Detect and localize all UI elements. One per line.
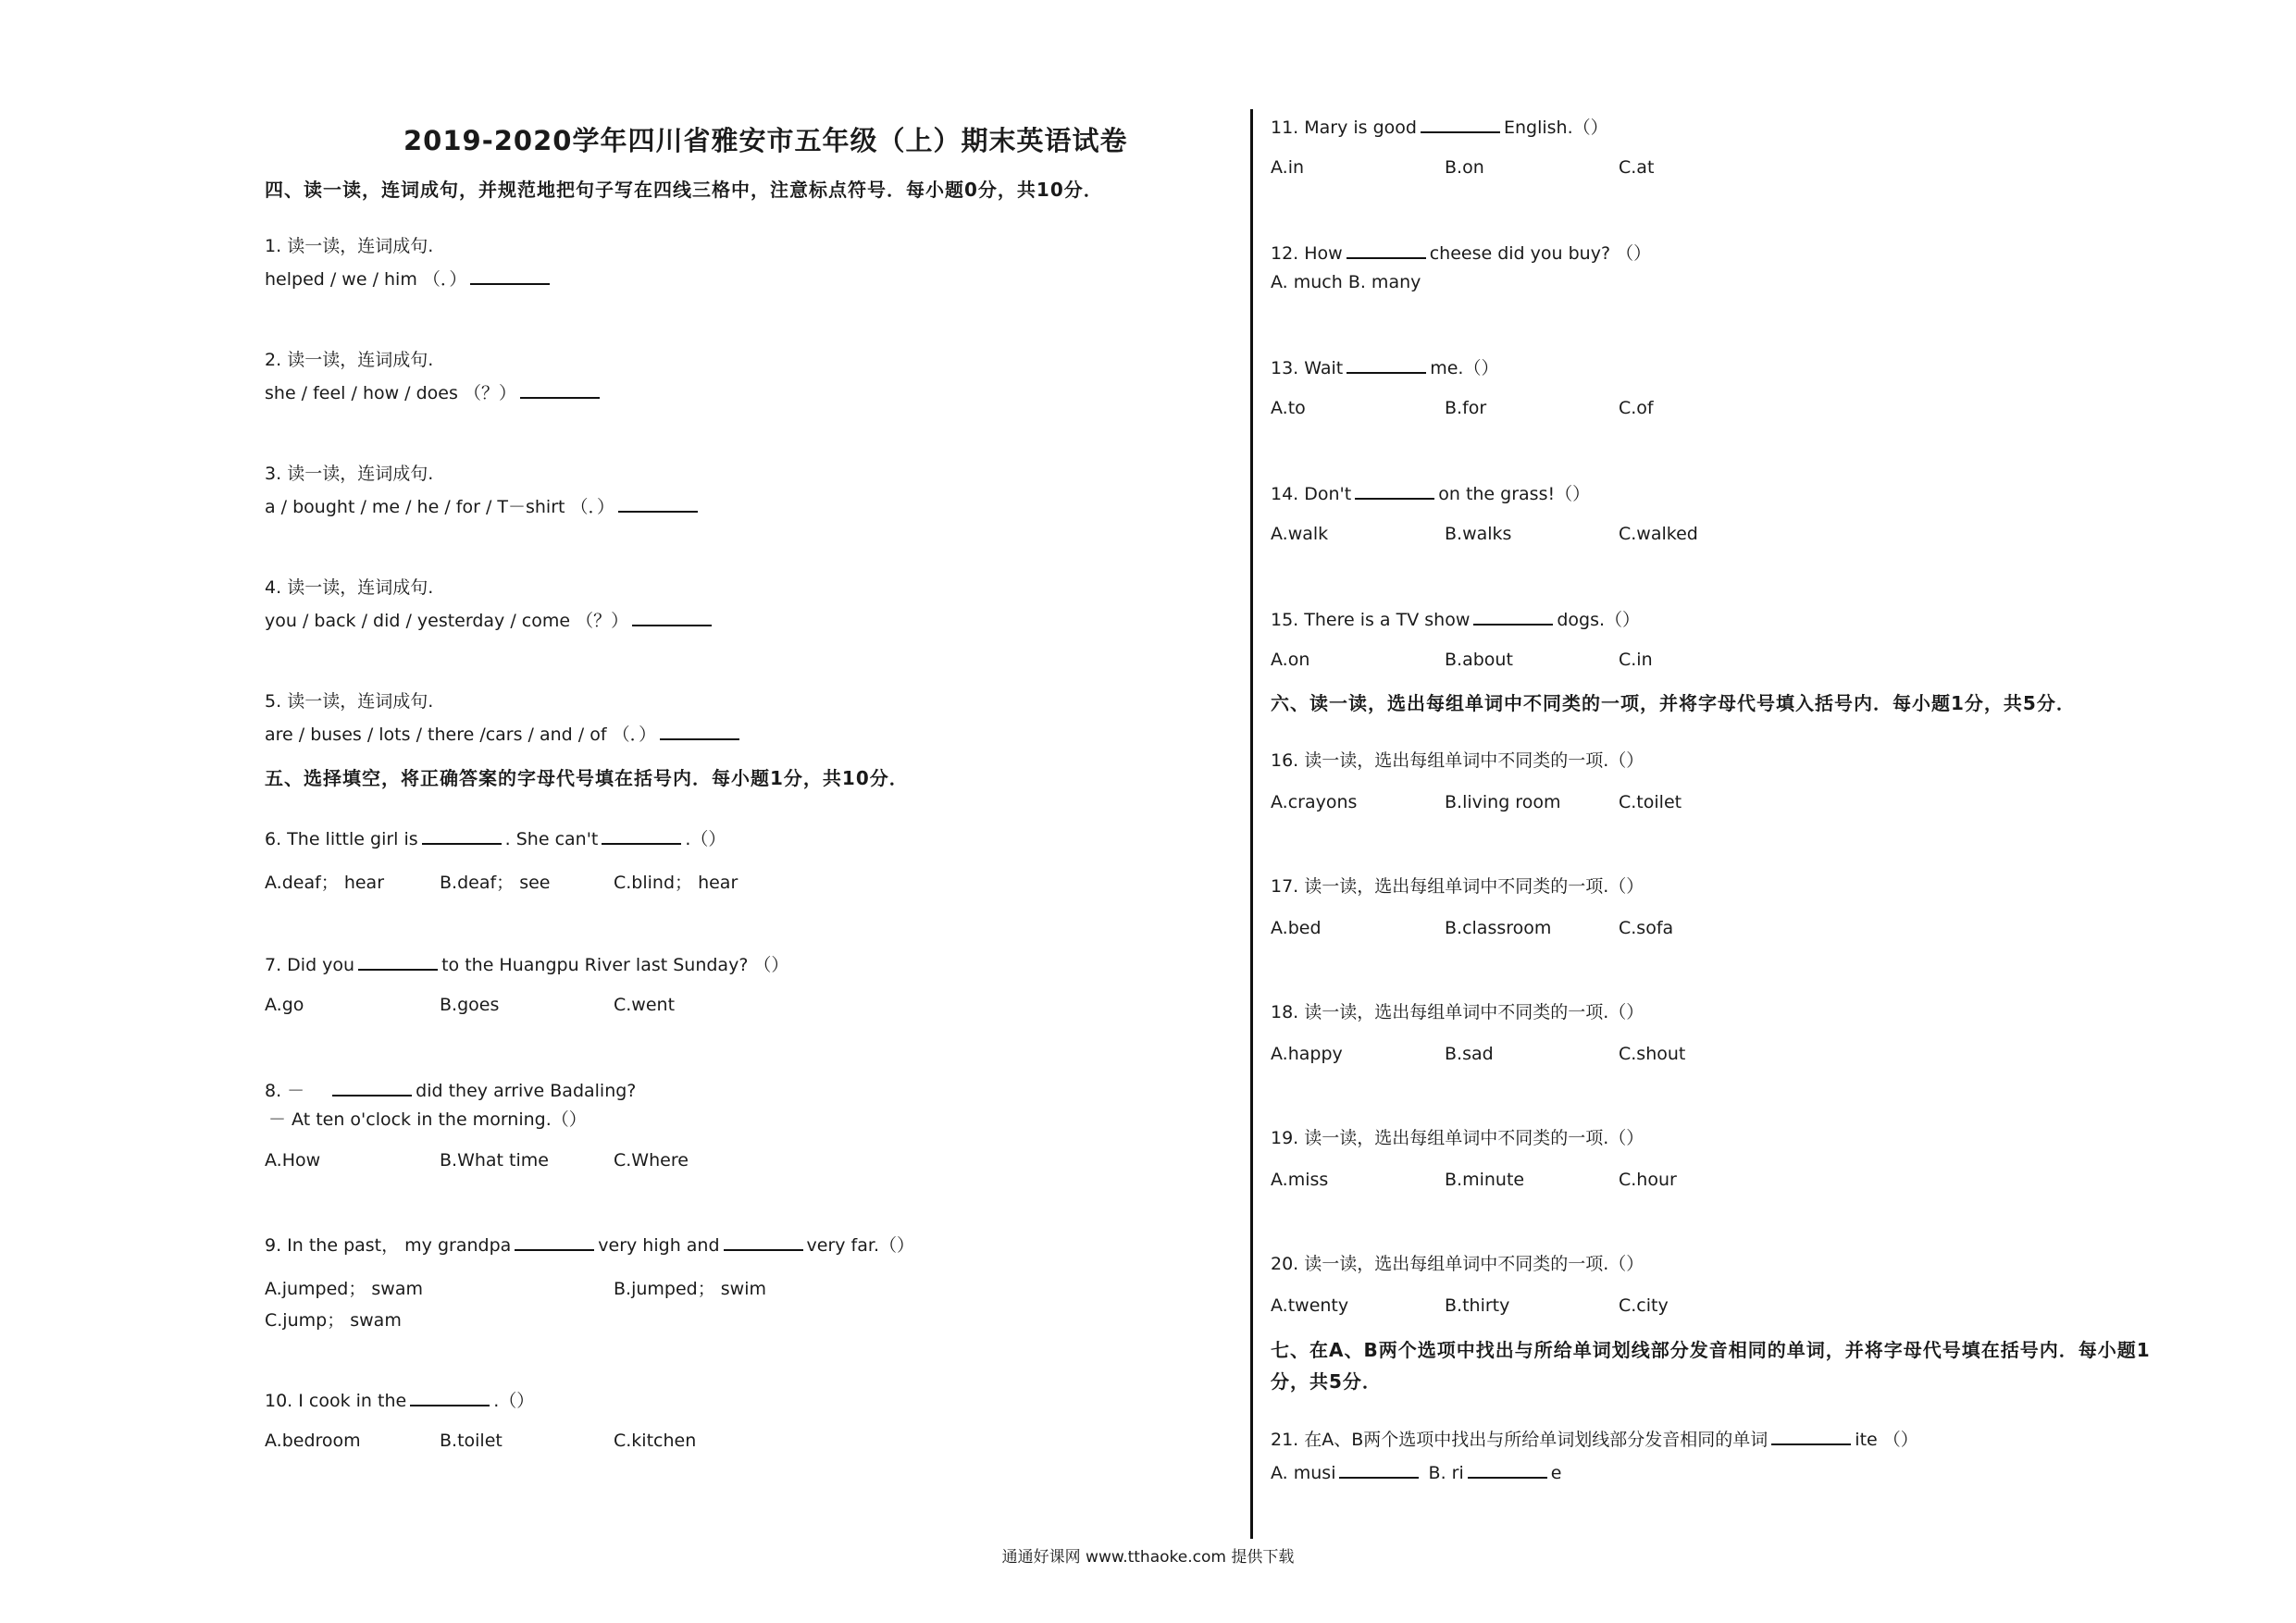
answer-blank[interactable] bbox=[358, 952, 438, 971]
page-footer: 通通好课网 www.tthaoke.com 提供下载 bbox=[1001, 1548, 1295, 1567]
answer-blank[interactable] bbox=[470, 266, 550, 285]
q4-prompt: 4. 读一读，连词成句. bbox=[265, 577, 434, 598]
q16-stem: 16. 读一读，选出每组单词中不同类的一项.（） bbox=[1271, 750, 1644, 771]
answer-blank[interactable] bbox=[1468, 1460, 1547, 1479]
q17-option-b[interactable]: B.classroom bbox=[1445, 918, 1552, 938]
q18-option-c[interactable]: C.shout bbox=[1619, 1044, 1686, 1064]
q2-prompt: 2. 读一读，连词成句. bbox=[265, 350, 434, 370]
q9-option-c[interactable]: C.jump； swam bbox=[265, 1310, 402, 1331]
q8-option-b[interactable]: B.What time bbox=[440, 1150, 549, 1171]
answer-blank[interactable] bbox=[632, 608, 712, 626]
q9-stem: 9. In the past， my grandpa very high and very far.（） bbox=[265, 1233, 914, 1257]
answer-blank[interactable] bbox=[410, 1388, 490, 1406]
q9-option-a[interactable]: A.jumped； swam bbox=[265, 1279, 423, 1299]
answer-blank[interactable] bbox=[422, 826, 502, 845]
q5-prompt: 5. 读一读，连词成句. bbox=[265, 691, 434, 712]
q4-words: you / back / did / yesterday / come （？） bbox=[265, 608, 715, 632]
section-5-heading: 五、选择填空，将正确答案的字母代号填在括号内．每小题1分，共10分． bbox=[265, 767, 909, 789]
q18-stem: 18. 读一读，选出每组单词中不同类的一项.（） bbox=[1271, 1002, 1644, 1022]
answer-blank[interactable] bbox=[1347, 355, 1426, 374]
answer-blank[interactable] bbox=[618, 494, 698, 513]
q19-stem: 19. 读一读，选出每组单词中不同类的一项.（） bbox=[1271, 1128, 1644, 1148]
q17-option-c[interactable]: C.sofa bbox=[1619, 918, 1674, 938]
q10-stem: 10. I cook in the .（） bbox=[265, 1388, 534, 1412]
section-7-heading-line2: 分，共5分． bbox=[1271, 1370, 1382, 1393]
answer-blank[interactable] bbox=[520, 380, 600, 399]
answer-blank[interactable] bbox=[1421, 115, 1500, 133]
answer-blank[interactable] bbox=[1347, 241, 1426, 259]
answer-blank[interactable] bbox=[1473, 607, 1553, 626]
q14-option-c[interactable]: C.walked bbox=[1619, 524, 1698, 544]
section-7-heading-line1: 七、在A、B两个选项中找出与所给单词划线部分发音相同的单词，并将字母代号填在括号内．每小题1 bbox=[1271, 1339, 2151, 1361]
q1-prompt: 1. 读一读，连词成句. bbox=[265, 236, 434, 256]
q13-option-b[interactable]: B.for bbox=[1445, 398, 1487, 418]
q7-option-b[interactable]: B.goes bbox=[440, 995, 500, 1015]
section-6-heading: 六、读一读，选出每组单词中不同类的一项，并将字母代号填入括号内．每小题1分，共5分． bbox=[1271, 692, 2076, 714]
q16-option-c[interactable]: C.toilet bbox=[1619, 792, 1682, 812]
answer-blank[interactable] bbox=[660, 722, 739, 740]
q14-option-b[interactable]: B.walks bbox=[1445, 524, 1512, 544]
q15-stem: 15. There is a TV show dogs.（） bbox=[1271, 607, 1640, 631]
q20-stem: 20. 读一读，选出每组单词中不同类的一项.（） bbox=[1271, 1254, 1644, 1274]
q13-option-a[interactable]: A.to bbox=[1271, 398, 1306, 418]
q15-option-a[interactable]: A.on bbox=[1271, 650, 1310, 670]
q19-option-a[interactable]: A.miss bbox=[1271, 1170, 1329, 1190]
q8-option-a[interactable]: A.How bbox=[265, 1150, 321, 1171]
q8-option-c[interactable]: C.Where bbox=[614, 1150, 689, 1171]
q20-option-c[interactable]: C.city bbox=[1619, 1295, 1669, 1316]
column-divider bbox=[1250, 109, 1253, 1539]
q9-option-b[interactable]: B.jumped； swim bbox=[614, 1279, 766, 1299]
section-4-heading: 四、读一读，连词成句，并规范地把句子写在四线三格中，注意标点符号．每小题0分，共10分． bbox=[265, 179, 1103, 201]
answer-blank[interactable] bbox=[515, 1233, 594, 1251]
answer-blank[interactable] bbox=[1771, 1427, 1851, 1445]
q13-stem: 13. Wait me.（） bbox=[1271, 355, 1498, 379]
page-title: 2019-2020学年四川省雅安市五年级（上）期末英语试卷 bbox=[403, 125, 1128, 156]
q13-option-c[interactable]: C.of bbox=[1619, 398, 1654, 418]
q15-option-b[interactable]: B.about bbox=[1445, 650, 1513, 670]
q21-stem: 21. 在A、B两个选项中找出与所给单词划线部分发音相同的单词 ite （） bbox=[1271, 1427, 1918, 1451]
answer-blank[interactable] bbox=[602, 826, 681, 845]
q21-options: A. musi B. ri e bbox=[1271, 1460, 1561, 1483]
q6-option-c[interactable]: C.blind； hear bbox=[614, 873, 738, 893]
q21-option-a[interactable]: A. musi bbox=[1271, 1463, 1336, 1483]
q16-option-a[interactable]: A.crayons bbox=[1271, 792, 1358, 812]
q3-prompt: 3. 读一读，连词成句. bbox=[265, 464, 434, 484]
q21-option-b[interactable]: B. ri bbox=[1428, 1463, 1464, 1483]
answer-blank[interactable] bbox=[1339, 1460, 1419, 1479]
q7-stem: 7. Did you to the Huangpu River last Sunday? （） bbox=[265, 952, 788, 976]
q10-option-a[interactable]: A.bedroom bbox=[265, 1431, 361, 1451]
q20-option-b[interactable]: B.thirty bbox=[1445, 1295, 1510, 1316]
answer-blank[interactable] bbox=[1355, 481, 1434, 500]
q1-words: helped / we / him （．） bbox=[265, 266, 553, 291]
q10-option-b[interactable]: B.toilet bbox=[440, 1431, 503, 1451]
q11-option-b[interactable]: B.on bbox=[1445, 157, 1484, 178]
q20-option-a[interactable]: A.twenty bbox=[1271, 1295, 1349, 1316]
q17-option-a[interactable]: A.bed bbox=[1271, 918, 1322, 938]
q18-option-b[interactable]: B.sad bbox=[1445, 1044, 1494, 1064]
q17-stem: 17. 读一读，选出每组单词中不同类的一项.（） bbox=[1271, 876, 1644, 897]
q14-stem: 14. Don't on the grass!（） bbox=[1271, 481, 1590, 505]
q12-stem: 12. How cheese did you buy? （） bbox=[1271, 241, 1651, 265]
q16-option-b[interactable]: B.living room bbox=[1445, 792, 1561, 812]
q12-options[interactable]: A. much B. many bbox=[1271, 272, 1421, 292]
q14-option-a[interactable]: A.walk bbox=[1271, 524, 1329, 544]
answer-blank[interactable] bbox=[332, 1078, 412, 1096]
q2-words: she / feel / how / does （？） bbox=[265, 380, 603, 404]
answer-blank[interactable] bbox=[724, 1233, 803, 1251]
q8-line2: － At ten o'clock in the morning.（） bbox=[268, 1109, 587, 1130]
q18-option-a[interactable]: A.happy bbox=[1271, 1044, 1343, 1064]
q5-words: are / buses / lots / there /cars / and / of （．） bbox=[265, 722, 743, 746]
q7-option-c[interactable]: C.went bbox=[614, 995, 676, 1015]
q11-option-a[interactable]: A.in bbox=[1271, 157, 1305, 178]
q7-option-a[interactable]: A.go bbox=[265, 995, 304, 1015]
q6-option-b[interactable]: B.deaf； see bbox=[440, 873, 551, 893]
q6-option-a[interactable]: A.deaf； hear bbox=[265, 873, 385, 893]
q11-stem: 11. Mary is good English.（） bbox=[1271, 115, 1608, 139]
q6-stem: 6. The little girl is . She can't .（） bbox=[265, 826, 726, 850]
q11-option-c[interactable]: C.at bbox=[1619, 157, 1655, 178]
q19-option-b[interactable]: B.minute bbox=[1445, 1170, 1525, 1190]
q8-stem: 8. － did they arrive Badaling? bbox=[265, 1078, 636, 1102]
q19-option-c[interactable]: C.hour bbox=[1619, 1170, 1677, 1190]
q15-option-c[interactable]: C.in bbox=[1619, 650, 1653, 670]
q10-option-c[interactable]: C.kitchen bbox=[614, 1431, 697, 1451]
q3-words: a / bought / me / he / for / T－shirt （．） bbox=[265, 494, 701, 518]
